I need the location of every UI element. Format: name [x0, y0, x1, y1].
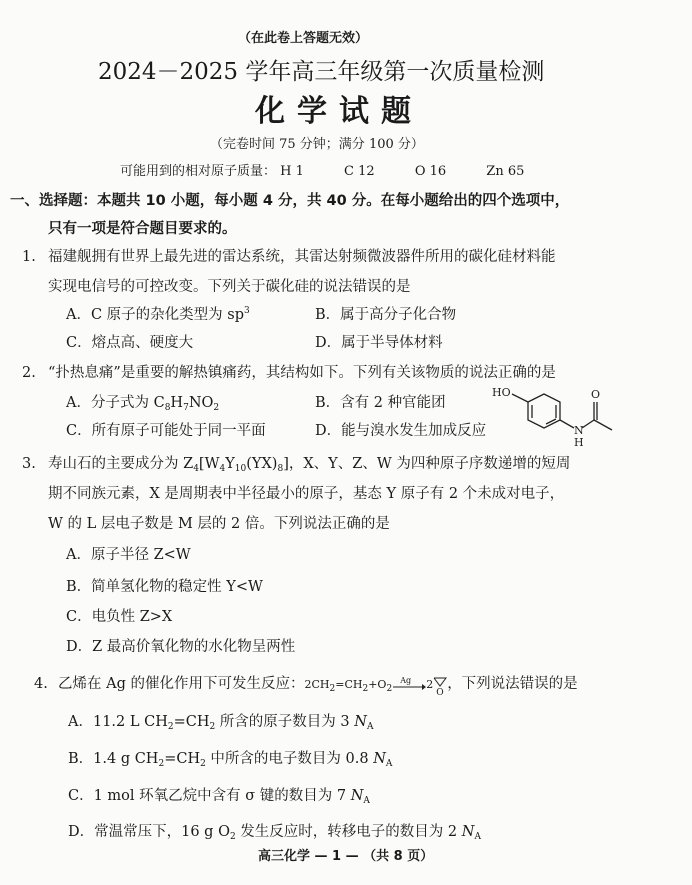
q3-number: 3.	[22, 456, 36, 472]
mol-o: O	[591, 388, 601, 401]
sub: A	[385, 759, 393, 769]
q4-option-d	[68, 823, 481, 841]
t: B．1.4 g CH	[68, 751, 159, 767]
q3-option-c: C．电负性 Z>X	[66, 609, 173, 625]
epoxide-icon	[433, 677, 447, 698]
t: 中所含的电子数目为 0.8	[205, 751, 374, 767]
t: N	[461, 824, 475, 840]
t: N	[354, 714, 367, 730]
t: N	[373, 751, 386, 767]
q1-a-sup: 3	[244, 306, 250, 316]
subject-title: 化学试题	[255, 94, 423, 129]
q3-stem-3: W 的 L 层电子数是 M 层的 2 倍。下列说法正确的是	[48, 516, 390, 532]
t: D．常温常压下，16 g O	[68, 824, 230, 840]
t: =CH	[164, 751, 201, 767]
t: [W	[198, 456, 220, 472]
molecule-drawing	[490, 378, 625, 450]
time-note: （完卷时间 75 分钟；满分 100 分）	[210, 137, 424, 152]
q1-option-c: C．熔点高、硬度大	[66, 335, 194, 351]
t: 寿山石的主要成分为 Z	[48, 456, 194, 472]
t: 2	[426, 678, 434, 691]
t: ]，X、Y、Z、W 为四种原子序数递增的短周	[283, 456, 571, 472]
sub: 8	[277, 464, 284, 474]
t: C．1 mol 环氧乙烷中含有 σ 键的数目为 7	[68, 788, 351, 804]
sub: A	[366, 722, 374, 732]
t: =CH	[335, 678, 363, 691]
paracetamol-structure	[490, 378, 625, 450]
sub: 2	[158, 759, 165, 769]
sub: 4	[219, 464, 226, 474]
q2-a-h: H	[170, 395, 184, 411]
t: =CH	[173, 714, 210, 730]
sub: 10	[234, 464, 247, 474]
mass-c: C 12	[344, 164, 375, 179]
exam-title: 2024－2025 学年高三年级第一次质量检测	[98, 59, 545, 85]
reaction-equation	[304, 676, 447, 698]
q2-number: 2.	[22, 365, 36, 381]
mol-n: N	[574, 424, 584, 437]
q4-option-c	[68, 787, 370, 805]
t: +O	[368, 678, 387, 691]
section-heading-1: 一、选择题：本题共 10 小题，每小题 4 分，共 40 分。在每小题给出的四个选项中，	[10, 193, 570, 209]
q1-stem-2: 实现电信号的可控改变。下列关于碳化硅的说法错误的是	[48, 279, 411, 295]
t: A．11.2 L CH	[68, 714, 168, 730]
q3-option-d: D．Z 最高价氧化物的水化物呈两性	[66, 639, 296, 655]
t: 乙烯在 Ag 的催化作用下可发生反应：	[58, 676, 305, 692]
sub: 2	[213, 403, 220, 413]
reaction-arrow-icon	[392, 678, 426, 692]
mol-h: H	[574, 436, 584, 449]
t: ，下列说法错误的是	[447, 676, 578, 692]
q1-stem-1: 福建舰拥有世界上最先进的雷达系统，其雷达射频微波器件所用的碳化硅材料能	[48, 249, 556, 265]
t: O	[436, 688, 444, 698]
t: 发生反应时，转移电子的数目为 2	[235, 824, 462, 840]
q4-option-a	[68, 713, 373, 731]
atomic-label: 可能用到的相对原子质量：	[120, 164, 277, 179]
sub: 2	[329, 684, 336, 694]
mol-ho: HO	[492, 386, 511, 399]
catalyst: Ag	[400, 676, 412, 685]
section-heading-2: 只有一项是符合题目要求的。	[48, 221, 237, 237]
q2-option-c: C．所有原子可能处于同一平面	[66, 423, 266, 439]
t: 所含的原子数目为 3	[215, 714, 355, 730]
t: 2CH	[304, 678, 330, 691]
mass-h: H 1	[280, 164, 304, 179]
q3-option-a: A．原子半径 Z<W	[66, 547, 191, 563]
q3-stem-1	[48, 455, 570, 473]
sub: 7	[183, 403, 189, 413]
q2-a-no: NO	[188, 395, 214, 411]
sub: 8	[164, 403, 171, 413]
q1-option-b: B．属于高分子化合物	[315, 307, 457, 323]
mass-zn: Zn 65	[486, 164, 525, 179]
page-footer: 高三化学 — 1 — （共 8 页）	[258, 849, 434, 864]
atomic-masses	[120, 163, 524, 181]
t: (YX)	[246, 456, 278, 472]
sub: 2	[362, 684, 369, 694]
t: N	[350, 788, 364, 804]
q2-option-b: B．含有 2 种官能团	[315, 395, 446, 411]
q1-option-a	[66, 306, 250, 324]
sub: 2	[167, 722, 174, 732]
q2-option-a	[66, 394, 219, 412]
q2-option-d: D．能与溴水发生加成反应	[315, 423, 487, 439]
sub: 2	[200, 759, 206, 769]
q3-option-b: B．简单氢化物的稳定性 Y<W	[66, 579, 263, 595]
q1-option-d: D．属于半导体材料	[315, 335, 443, 351]
notice: （在此卷上答题无效）	[238, 31, 369, 46]
q4-number: 4.	[34, 676, 48, 692]
q1-a-text: A．C 原子的杂化类型为 sp	[66, 307, 245, 323]
q1-number: 1.	[22, 249, 36, 265]
sub: A	[474, 832, 481, 842]
q2-a-text: A．分子式为 C	[66, 395, 165, 411]
sub: A	[363, 796, 370, 806]
sub: 4	[193, 464, 199, 474]
t: Y	[225, 456, 235, 472]
sub: 2	[229, 832, 236, 842]
sub: 2	[386, 684, 393, 694]
q4-option-b	[68, 750, 392, 768]
sub: 2	[209, 722, 216, 732]
q3-stem-2: 期不同族元素，X 是周期表中半径最小的原子，基态 Y 原子有 2 个未成对电子，	[48, 486, 565, 502]
q4-stem	[58, 675, 578, 698]
mass-o: O 16	[414, 164, 447, 179]
q2-stem: “扑热息痛”是重要的解热镇痛药，其结构如下。下列有关该物质的说法正确的是	[48, 365, 556, 381]
